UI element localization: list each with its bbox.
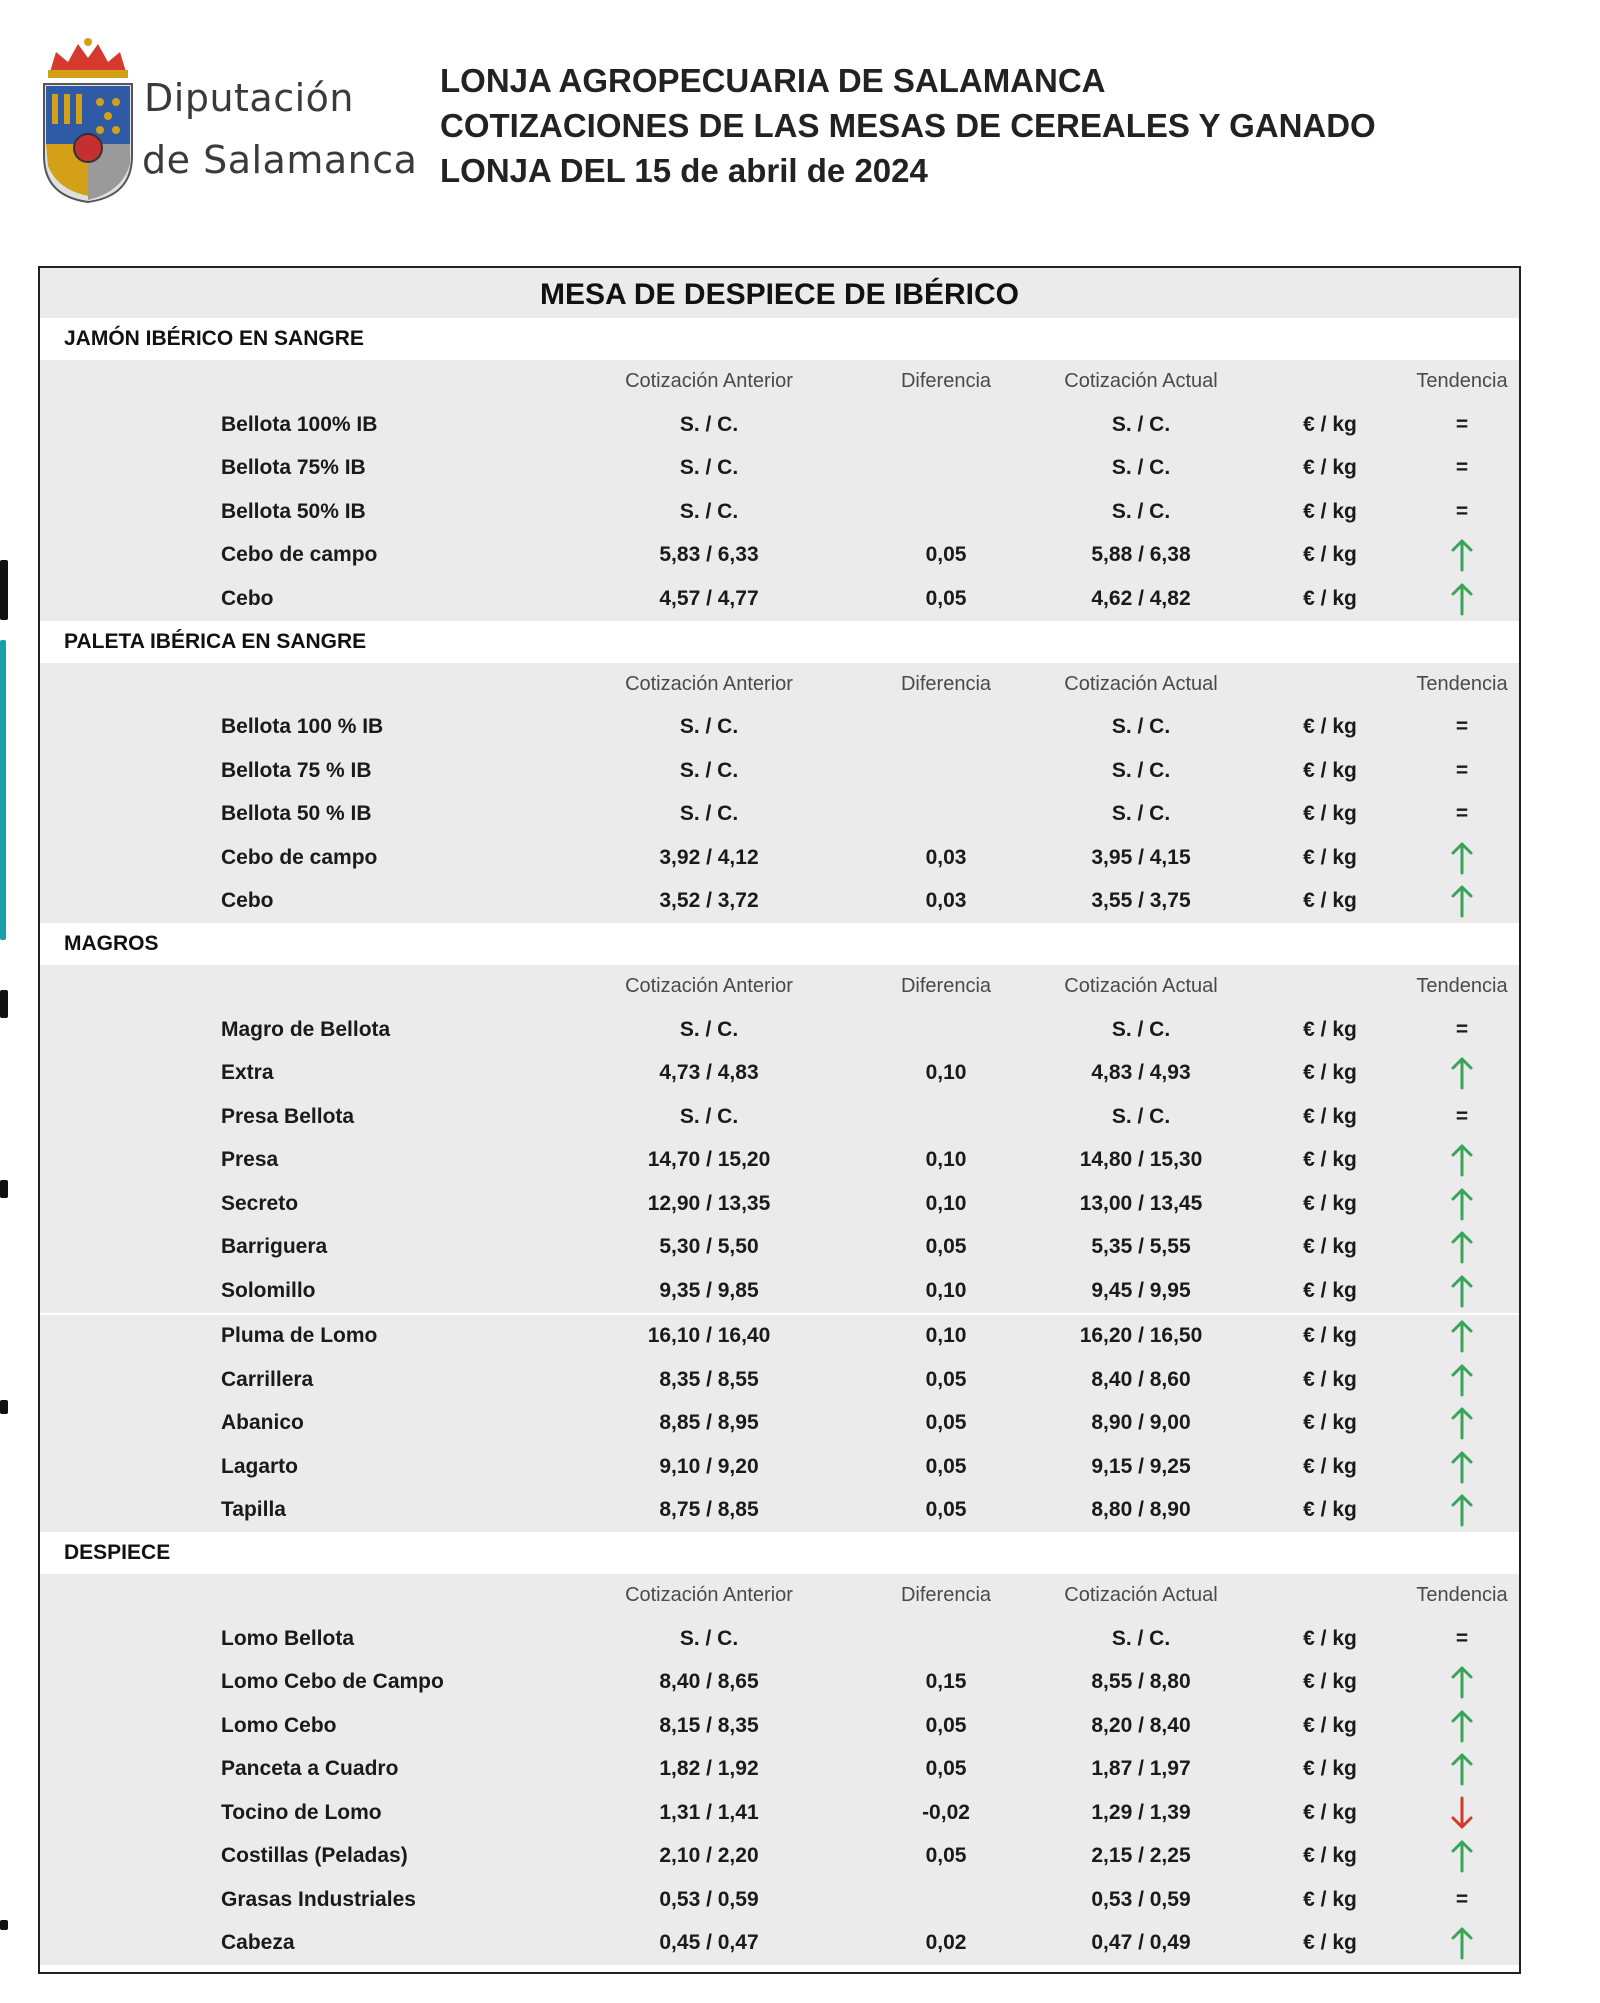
arrow-up-icon [1451,1143,1473,1177]
arrow-up-icon [1451,1926,1473,1960]
table-row [40,1922,1519,1966]
price-unit: € / kg [1303,1498,1357,1522]
price-previous: S. / C. [679,758,739,782]
price-unit: € / kg [1303,412,1357,436]
arrow-up-icon [1451,1450,1473,1484]
column-header-row [40,965,1519,1008]
price-current: S. / C. [1111,412,1171,436]
price-unit: € / kg [1303,1931,1357,1955]
column-header-tendencia: Tendencia [1416,672,1508,695]
arrow-up-icon [1451,1274,1473,1308]
price-difference: 0,05 [925,1498,967,1522]
price-previous: 4,57 / 4,77 [659,586,759,610]
price-unit: € / kg [1303,1800,1357,1824]
product-name: Abanico [221,1411,304,1435]
document-titles [440,58,1376,193]
table-row [40,1269,1519,1313]
price-difference: 0,10 [925,1191,967,1215]
product-name: Costillas (Peladas) [221,1844,408,1868]
section-body [40,965,1519,1532]
price-difference [886,1008,1006,1052]
price-previous: 5,30 / 5,50 [659,1235,759,1259]
price-difference: 0,10 [925,1148,967,1172]
arrow-up-icon [1451,1839,1473,1873]
column-header-diferencia: Diferencia [900,370,992,392]
price-previous: 0,53 / 0,59 [659,1887,759,1911]
arrow-up-icon [1451,1187,1473,1221]
product-name: Tocino de Lomo [221,1800,382,1824]
arrow-up-icon [1451,1493,1473,1527]
price-current: 14,80 / 15,30 [1079,1148,1203,1172]
product-name: Bellota 50 % IB [221,802,372,826]
section-title: DESPIECE [40,1532,1519,1574]
price-current: S. / C. [1111,1626,1171,1650]
price-previous: 12,90 / 13,35 [647,1191,771,1215]
price-difference: 0,05 [925,1757,967,1781]
price-previous: 8,15 / 8,35 [659,1713,759,1737]
column-header-diferencia: Diferencia [900,672,992,695]
table-row [40,1139,1519,1183]
price-difference: 0,05 [925,1235,967,1259]
section-body [40,1574,1519,1965]
price-difference [886,403,1006,447]
price-previous: S. / C. [679,456,739,480]
org-name-line1: Diputación [144,76,354,120]
table-row [40,447,1519,491]
trend-cell: = [1455,1887,1469,1911]
arrow-up-icon [1451,1056,1473,1090]
org-name-line2: de Salamanca [142,138,418,182]
table-row [40,1661,1519,1705]
margin-mark [0,640,6,940]
product-name: Tapilla [221,1498,286,1522]
trend-cell: = [1455,1104,1469,1128]
column-header-actual: Cotización Actual [1064,370,1218,392]
table-row [40,749,1519,793]
trend-cell: = [1455,499,1469,523]
column-header-anterior: Cotización Anterior [625,370,793,392]
price-previous: 1,31 / 1,41 [659,1800,759,1824]
price-difference: 0,05 [925,586,967,610]
price-difference [886,1095,1006,1139]
table-row [40,403,1519,447]
arrow-up-icon [1451,1709,1473,1743]
arrow-up-icon [1451,1665,1473,1699]
price-difference [886,706,1006,750]
table-row [40,1402,1519,1446]
product-name: Grasas Industriales [221,1887,416,1911]
price-unit: € / kg [1303,1367,1357,1391]
price-unit: € / kg [1303,543,1357,567]
price-unit: € / kg [1303,1148,1357,1172]
trend-cell [1422,1226,1502,1270]
product-name: Solomillo [221,1278,316,1302]
price-current: 8,80 / 8,90 [1091,1498,1191,1522]
price-unit: € / kg [1303,889,1357,913]
coat-of-arms-icon [38,36,138,206]
column-header-row [40,663,1519,706]
price-unit: € / kg [1303,845,1357,869]
trend-cell [1422,1489,1502,1533]
price-difference: 0,05 [925,1844,967,1868]
price-difference: 0,05 [925,1454,967,1478]
price-unit: € / kg [1303,1670,1357,1694]
table-row [40,836,1519,880]
table-row [40,1489,1519,1533]
price-unit: € / kg [1303,1278,1357,1302]
product-name: Bellota 50% IB [221,499,366,523]
trend-cell: = [1455,758,1469,782]
product-name: Pluma de Lomo [221,1324,378,1348]
price-difference: -0,02 [922,1800,970,1824]
price-unit: € / kg [1303,1757,1357,1781]
price-previous: S. / C. [679,1626,739,1650]
trend-cell: = [1455,1017,1469,1041]
margin-mark [0,560,8,620]
price-previous: 8,40 / 8,65 [659,1670,759,1694]
price-current: S. / C. [1111,802,1171,826]
section-title: MAGROS [40,923,1519,965]
price-current: 1,29 / 1,39 [1091,1800,1191,1824]
trend-cell: = [1455,802,1469,826]
table-row [40,1445,1519,1489]
price-current: 8,55 / 8,80 [1091,1670,1191,1694]
product-name: Bellota 75% IB [221,456,366,480]
product-name: Lagarto [221,1454,299,1478]
price-previous: 8,75 / 8,85 [659,1498,759,1522]
product-name: Cebo de campo [221,845,378,869]
price-current: 4,62 / 4,82 [1091,586,1191,610]
price-difference [886,793,1006,837]
price-previous: 2,10 / 2,20 [659,1844,759,1868]
price-current: 13,00 / 13,45 [1079,1191,1203,1215]
product-name: Presa [221,1148,279,1172]
price-unit: € / kg [1303,1411,1357,1435]
price-previous: S. / C. [679,499,739,523]
table-row [40,1748,1519,1792]
product-name: Bellota 100 % IB [221,715,384,739]
price-previous: S. / C. [679,1104,739,1128]
price-difference: 0,03 [925,845,967,869]
product-name: Cebo [221,889,274,913]
price-difference: 0,05 [925,1713,967,1737]
table-sections [40,318,1519,1965]
table-row [40,1095,1519,1139]
price-difference [886,490,1006,534]
table-row [40,1008,1519,1052]
price-previous: 9,35 / 9,85 [659,1278,759,1302]
trend-cell [1422,1182,1502,1226]
table-row [40,1358,1519,1402]
title-line2: COTIZACIONES DE LAS MESAS DE CEREALES Y GANADO [440,107,1376,144]
column-header-tendencia: Tendencia [1416,975,1508,997]
price-unit: € / kg [1303,1061,1357,1085]
product-name: Carrillera [221,1367,314,1391]
arrow-up-icon [1451,1230,1473,1264]
price-current: 0,47 / 0,49 [1091,1931,1191,1955]
table-row [40,1835,1519,1879]
column-header-diferencia: Diferencia [900,975,992,997]
product-name: Presa Bellota [221,1104,355,1128]
column-header-actual: Cotización Actual [1064,672,1218,695]
price-unit: € / kg [1303,586,1357,610]
arrow-up-icon [1451,1752,1473,1786]
arrow-up-icon [1451,582,1473,616]
price-unit: € / kg [1303,499,1357,523]
product-name: Bellota 100% IB [221,412,378,436]
trend-cell [1422,534,1502,578]
column-header-anterior: Cotización Anterior [625,672,793,695]
price-unit: € / kg [1303,456,1357,480]
table-row [40,880,1519,924]
table-row [40,1704,1519,1748]
price-current: S. / C. [1111,1104,1171,1128]
product-name: Extra [221,1061,274,1085]
arrow-up-icon [1451,1406,1473,1440]
table-row [40,706,1519,750]
table-row [40,1052,1519,1096]
trend-cell: = [1455,1626,1469,1650]
margin-mark [0,1180,8,1198]
price-current: S. / C. [1111,758,1171,782]
price-difference [886,1878,1006,1922]
price-current: 8,40 / 8,60 [1091,1367,1191,1391]
table-row [40,1791,1519,1835]
product-name: Bellota 75 % IB [221,758,372,782]
product-name: Secreto [221,1191,299,1215]
price-previous: S. / C. [679,715,739,739]
price-current: 2,15 / 2,25 [1091,1844,1191,1868]
price-difference [886,447,1006,491]
trend-cell [1422,1835,1502,1879]
price-difference: 0,03 [925,889,967,913]
price-current: S. / C. [1111,1017,1171,1041]
margin-mark [0,990,8,1018]
column-header-anterior: Cotización Anterior [625,975,793,997]
trend-cell [1422,836,1502,880]
price-current: 9,45 / 9,95 [1091,1278,1191,1302]
column-header-diferencia: Diferencia [900,1584,992,1606]
arrow-up-icon [1451,538,1473,572]
price-unit: € / kg [1303,758,1357,782]
price-current: 8,90 / 9,00 [1091,1411,1191,1435]
arrow-down-icon [1451,1796,1473,1830]
price-previous: 4,73 / 4,83 [659,1061,759,1085]
table-row [40,1617,1519,1661]
price-current: 4,83 / 4,93 [1091,1061,1191,1085]
price-difference: 0,10 [925,1324,967,1348]
price-difference: 0,02 [925,1931,967,1955]
section-title: PALETA IBÉRICA EN SANGRE [40,621,1519,663]
arrow-up-icon [1451,884,1473,918]
table-row [40,490,1519,534]
price-current: S. / C. [1111,499,1171,523]
trend-cell [1422,1402,1502,1446]
price-previous: 14,70 / 15,20 [647,1148,771,1172]
arrow-up-icon [1451,1319,1473,1353]
section-body [40,663,1519,924]
section-body [40,360,1519,621]
trend-cell [1422,880,1502,924]
margin-mark [0,1920,8,1930]
trend-cell [1422,1704,1502,1748]
column-header-row [40,360,1519,403]
product-name: Lomo Cebo [221,1713,337,1737]
price-current: S. / C. [1111,456,1171,480]
trend-cell: = [1455,412,1469,436]
title-line3: LONJA DEL 15 de abril de 2024 [440,152,928,189]
price-previous: 1,82 / 1,92 [659,1757,759,1781]
price-current: 3,95 / 4,15 [1091,845,1191,869]
trend-cell [1422,1269,1502,1313]
price-previous: 3,52 / 3,72 [659,889,759,913]
table-row [40,577,1519,621]
price-unit: € / kg [1303,1844,1357,1868]
title-line1: LONJA AGROPECUARIA DE SALAMANCA [440,62,1106,99]
price-previous: 8,35 / 8,55 [659,1367,759,1391]
price-previous: 3,92 / 4,12 [659,845,759,869]
trend-cell [1422,1445,1502,1489]
price-difference: 0,10 [925,1278,967,1302]
table-row [40,1878,1519,1922]
product-name: Magro de Bellota [221,1017,391,1041]
product-name: Lomo Bellota [221,1626,355,1650]
diputacion-logo [38,36,418,206]
table-row [40,1315,1519,1359]
price-difference: 0,15 [925,1670,967,1694]
trend-cell [1422,1791,1502,1835]
product-name: Cabeza [221,1931,295,1955]
product-name: Cebo [221,586,274,610]
table-row [40,1226,1519,1270]
price-current: 0,53 / 0,59 [1091,1887,1191,1911]
price-previous: S. / C. [679,802,739,826]
price-previous: 16,10 / 16,40 [647,1324,771,1348]
price-current: 9,15 / 9,25 [1091,1454,1191,1478]
price-difference [886,1617,1006,1661]
price-previous: S. / C. [679,1017,739,1041]
price-difference [886,749,1006,793]
table-row [40,1182,1519,1226]
price-current: 3,55 / 3,75 [1091,889,1191,913]
price-unit: € / kg [1303,1454,1357,1478]
price-current: 1,87 / 1,97 [1091,1757,1191,1781]
price-current: 8,20 / 8,40 [1091,1713,1191,1737]
trend-cell: = [1455,456,1469,480]
price-unit: € / kg [1303,1235,1357,1259]
price-current: 16,20 / 16,50 [1079,1324,1203,1348]
price-difference: 0,10 [925,1061,967,1085]
product-name: Cebo de campo [221,543,378,567]
price-previous: S. / C. [679,412,739,436]
column-header-actual: Cotización Actual [1064,1584,1218,1606]
price-difference: 0,05 [925,1367,967,1391]
arrow-up-icon [1451,841,1473,875]
product-name: Panceta a Cuadro [221,1757,399,1781]
price-difference: 0,05 [925,543,967,567]
price-unit: € / kg [1303,802,1357,826]
price-unit: € / kg [1303,1324,1357,1348]
trend-cell [1422,1315,1502,1359]
price-table [38,266,1521,1974]
price-current: 5,35 / 5,55 [1091,1235,1191,1259]
price-previous: 5,83 / 6,33 [659,543,759,567]
trend-cell [1422,1661,1502,1705]
arrow-up-icon [1451,1363,1473,1397]
price-current: S. / C. [1111,715,1171,739]
trend-cell [1422,1748,1502,1792]
column-header-row [40,1574,1519,1617]
price-unit: € / kg [1303,1104,1357,1128]
trend-cell [1422,1052,1502,1096]
product-name: Barriguera [221,1235,328,1259]
section-title: JAMÓN IBÉRICO EN SANGRE [40,318,1519,360]
price-unit: € / kg [1303,1626,1357,1650]
price-previous: 9,10 / 9,20 [659,1454,759,1478]
column-header-actual: Cotización Actual [1064,975,1218,997]
price-unit: € / kg [1303,1017,1357,1041]
trend-cell [1422,1922,1502,1966]
price-difference: 0,05 [925,1411,967,1435]
trend-cell: = [1455,715,1469,739]
table-title: MESA DE DESPIECE DE IBÉRICO [40,268,1519,318]
column-header-tendencia: Tendencia [1416,370,1508,392]
table-row [40,793,1519,837]
price-unit: € / kg [1303,1713,1357,1737]
trend-cell [1422,1358,1502,1402]
table-row [40,534,1519,578]
price-unit: € / kg [1303,1887,1357,1911]
trend-cell [1422,577,1502,621]
margin-mark [0,1400,8,1414]
trend-cell [1422,1139,1502,1183]
column-header-tendencia: Tendencia [1416,1584,1508,1606]
price-unit: € / kg [1303,715,1357,739]
price-unit: € / kg [1303,1191,1357,1215]
price-current: 5,88 / 6,38 [1091,543,1191,567]
price-previous: 8,85 / 8,95 [659,1411,759,1435]
price-previous: 0,45 / 0,47 [659,1931,759,1955]
column-header-anterior: Cotización Anterior [625,1584,793,1606]
product-name: Lomo Cebo de Campo [221,1670,444,1694]
